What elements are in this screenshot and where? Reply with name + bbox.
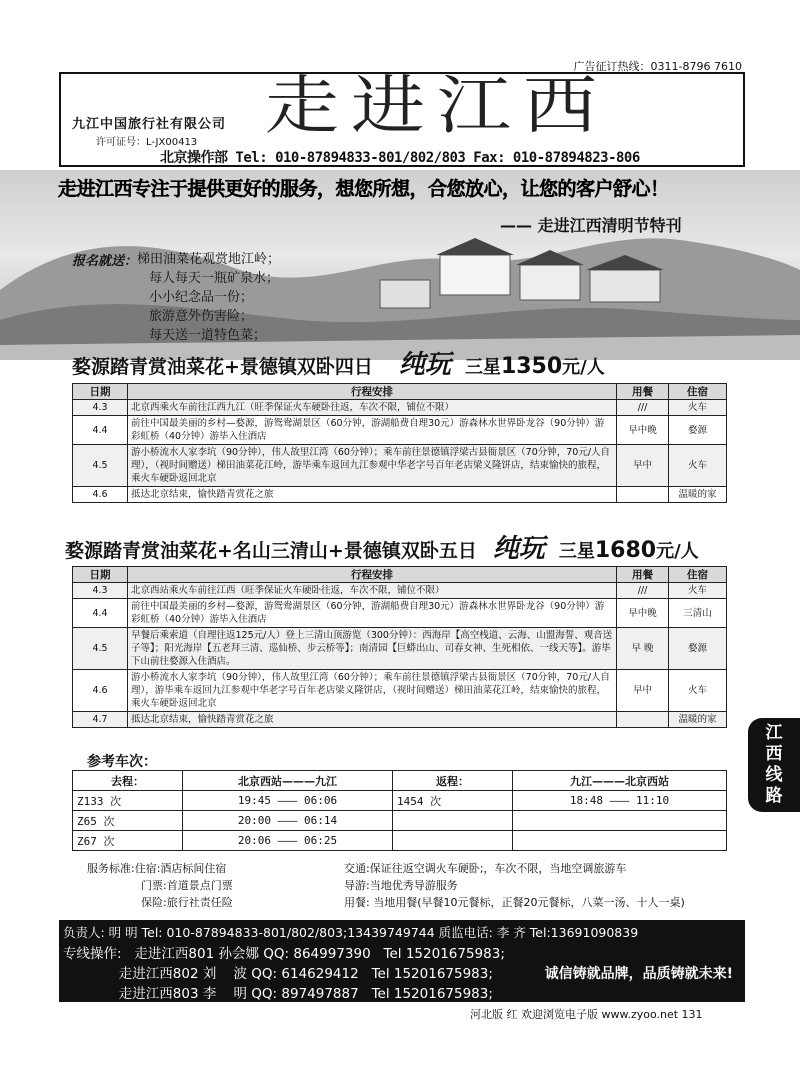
col-date: 日期 (73, 567, 128, 583)
manager-contact: 负责人: 明 明 Tel: 010-87894833-801/802/803;13439749744 质监电话: 李 齐 Tel:13691090839 (63, 925, 639, 940)
special-issue-title: —— 走进江西清明节特刊 (500, 216, 682, 235)
row-meal (617, 487, 669, 503)
go-train-time: 20:00 ——— 06:14 (183, 811, 393, 831)
row-meal: /// (617, 400, 669, 416)
table-row (73, 416, 727, 445)
row-plan: 前往中国最美丽的乡村—婺源，游鸳鸯湖景区（60分钟，游湖船费自理30元）游森林水世界卧龙谷（90分钟）游彩虹桥（40分钟）游毕入住酒店 (128, 416, 617, 445)
row-date: 4.6 (73, 670, 128, 712)
return-train-time (513, 831, 727, 851)
go-train-number: Z133 次 (73, 791, 183, 811)
row-plan: 抵达北京结束，愉快踏青赏花之旅 (128, 487, 617, 503)
row-stay: 火车 (669, 400, 727, 416)
service-item: 门票:首道景点门票 (141, 879, 233, 892)
row-stay: 婺源 (669, 628, 727, 670)
row-stay: 火车 (669, 445, 727, 487)
table-row (73, 583, 727, 599)
contact-line: 北京操作部 Tel: 010-87894833-801/802/803 Fax: 010-87894823-806 (160, 150, 640, 166)
go-train-time: 20:06 ——— 06:25 (183, 831, 393, 851)
row-date: 4.5 (73, 445, 128, 487)
tour-name: 婺源踏青赏油菜花+名山三清山+景德镇双卧五日 (65, 540, 477, 562)
company-name: 九江中国旅行社有限公司 (72, 117, 227, 132)
brand-title: 走进江西 (265, 68, 609, 143)
row-meal: /// (617, 583, 669, 599)
train-header-row (73, 771, 727, 791)
col-meal: 用餐 (617, 384, 669, 400)
return-train-number (393, 831, 513, 851)
go-route: 北京西站———九江 (183, 771, 393, 791)
row-plan: 抵达北京结束，愉快踏青赏花之旅 (128, 712, 617, 728)
row-date: 4.4 (73, 599, 128, 628)
return-route: 九江———北京西站 (513, 771, 727, 791)
col-stay: 住宿 (669, 384, 727, 400)
operator-contact: 专线操作: 走进江西801 孙会娜 QQ: 864997390 Tel 15201675983; (63, 946, 505, 962)
table-header-row (73, 384, 727, 400)
tour-price: 1680 (594, 538, 657, 563)
col-meal: 用餐 (617, 567, 669, 583)
row-meal: 早中 (617, 445, 669, 487)
price-unit: 元/人 (656, 541, 699, 562)
train-row (73, 791, 727, 811)
return-train-number (393, 811, 513, 831)
row-meal: 早 晚 (617, 628, 669, 670)
gift-item: 每天送一道特色菜； (149, 328, 267, 343)
table-row (73, 487, 727, 503)
price-unit: 元/人 (562, 357, 605, 378)
pure-play-tag: 纯玩 (492, 534, 545, 564)
go-train-number: Z65 次 (73, 811, 183, 831)
row-date: 4.3 (73, 400, 128, 416)
tour-offer-2 (65, 528, 699, 565)
row-stay: 温暖的家 (669, 712, 727, 728)
page-footer-line: 河北版 红 欢迎浏览电子版 www.zyoo.net 131 (470, 1008, 703, 1021)
service-tagline: 走进江西专注于提供更好的服务，想您所想，合您放心，让您的客户舒心！ (58, 178, 669, 200)
service-standards-left (87, 860, 233, 911)
go-train-number: Z67 次 (73, 831, 183, 851)
gift-item: 每人每天一瓶矿泉水； (149, 271, 280, 286)
row-stay: 三清山 (669, 599, 727, 628)
license-number: 许可证号：L-JX00413 (96, 137, 198, 148)
table-row (73, 712, 727, 728)
row-plan: 游小桥流水人家李坑（90分钟），伟人故里江湾（60分钟）；乘车前往景德镇浮梁古县衙景区（70分钟，70元/人自理），（视时间赠送）梯田油菜花江岭，游毕乘车返回九江参观中华老字号百年老店梁义隆饼店，结束愉快的旅程，乘火车硬卧返回北京 (128, 445, 617, 487)
pure-play-tag: 纯玩 (398, 350, 451, 380)
train-reference-title: 参考车次： (87, 754, 157, 770)
row-plan: 早餐后乘索道（自理往返125元/人）登上三清山顶游览（300分钟）：西海岸【高空栈道、云海、山盟海誓、观音送子等】；阳光海岸【五老拜三清、巡仙桥、步云桥等】；南清园【巨蟒出山、司春女神、生死相依、一线天等】。游毕下山前往婺源入住酒店。 (128, 628, 617, 670)
return-train-number: 1454 次 (393, 791, 513, 811)
row-stay: 温暖的家 (669, 487, 727, 503)
service-item: 用餐: 当地用餐(早餐10元餐标，正餐20元餐标，八菜一汤、十人一桌) (344, 896, 685, 909)
go-label: 去程： (73, 771, 183, 791)
col-plan: 行程安排 (128, 384, 617, 400)
tour-name: 婺源踏青赏油菜花+景德镇双卧四日 (72, 356, 373, 378)
row-stay: 婺源 (669, 416, 727, 445)
gift-item: 小小纪念品一份； (149, 290, 254, 305)
table-row (73, 400, 727, 416)
row-meal (617, 712, 669, 728)
go-train-time: 19:45 ——— 06:06 (183, 791, 393, 811)
row-plan: 北京西站乘火车前往江西（旺季保证火车硬卧往返，车次不限，铺位不限） (128, 583, 617, 599)
ad-hotline: 广告征订热线：0311-8796 7610 (573, 60, 742, 73)
tab-char: 西 (765, 744, 783, 764)
tab-char: 路 (765, 786, 783, 806)
table-row (73, 628, 727, 670)
brand-slogan: 诚信铸就品牌，品质铸就未来! (544, 966, 733, 982)
hotel-grade: 三星 (464, 357, 501, 378)
col-date: 日期 (73, 384, 128, 400)
operator-contact: 走进江西802 刘 波 QQ: 614629412 Tel 15201675983; (63, 966, 493, 982)
section-tab-jiangxi-routes (748, 718, 800, 812)
return-train-time: 18:48 ——— 11:10 (513, 791, 727, 811)
row-meal: 早中晚 (617, 416, 669, 445)
train-row (73, 811, 727, 831)
table-row (73, 670, 727, 712)
tour-price: 1350 (500, 354, 563, 379)
row-date: 4.6 (73, 487, 128, 503)
gift-item: 旅游意外伤害险； (149, 309, 254, 324)
table-row (73, 445, 727, 487)
tab-char: 线 (765, 765, 783, 785)
row-date: 4.4 (73, 416, 128, 445)
row-date: 4.5 (73, 628, 128, 670)
row-stay: 火车 (669, 583, 727, 599)
hotel-grade: 三星 (558, 541, 595, 562)
signup-gift-label: 报名就送： (72, 254, 138, 269)
col-stay: 住宿 (669, 567, 727, 583)
tab-char: 江 (765, 723, 783, 743)
service-standards-right (344, 860, 685, 911)
row-meal: 早中 (617, 670, 669, 712)
row-plan: 游小桥流水人家李坑（90分钟），伟人故里江湾（60分钟）；乘车前往景德镇浮梁古县衙景区（70分钟，70元/人自理），游毕乘车返回九江参观中华老字号百年老店梁义隆饼店，（视时间赠送）梯田油菜花江岭，结束愉快的旅程，乘火车硬卧返回北京 (128, 670, 617, 712)
row-plan: 前往中国最美丽的乡村—婺源，游鸳鸯湖景区（60分钟，游湖船费自理30元）游森林水世界卧龙谷（90分钟）游彩虹桥（40分钟）游毕入住酒店 (128, 599, 617, 628)
contact-footer (59, 920, 745, 1002)
table-header-row (73, 567, 727, 583)
operator-contact: 走进江西803 李 明 QQ: 897497887 Tel 15201675983; (63, 986, 493, 1002)
gift-list (137, 250, 280, 345)
return-train-time (513, 811, 727, 831)
col-plan: 行程安排 (128, 567, 617, 583)
row-date: 4.3 (73, 583, 128, 599)
service-item: 保险:旅行社责任险 (141, 896, 233, 909)
service-item: 导游:当地优秀导游服务 (344, 879, 458, 892)
service-item: 服务标准:住宿:酒店标间住宿 (87, 862, 227, 875)
train-schedule-table (72, 770, 727, 851)
itinerary-table-1 (72, 383, 727, 503)
itinerary-table-2 (72, 566, 727, 728)
gift-item: 梯田油菜花观赏地江岭； (137, 252, 281, 267)
row-date: 4.7 (73, 712, 128, 728)
row-stay: 火车 (669, 670, 727, 712)
table-row (73, 599, 727, 628)
service-item: 交通:保证往返空调火车硬卧;，车次不限，当地空调旅游车 (344, 862, 627, 875)
train-row (73, 831, 727, 851)
row-plan: 北京西乘火车前往江西九江（旺季保证火车硬卧往返，车次不限，铺位不限） (128, 400, 617, 416)
return-label: 返程： (393, 771, 513, 791)
row-meal: 早中晚 (617, 599, 669, 628)
tour-offer-1 (72, 344, 605, 381)
